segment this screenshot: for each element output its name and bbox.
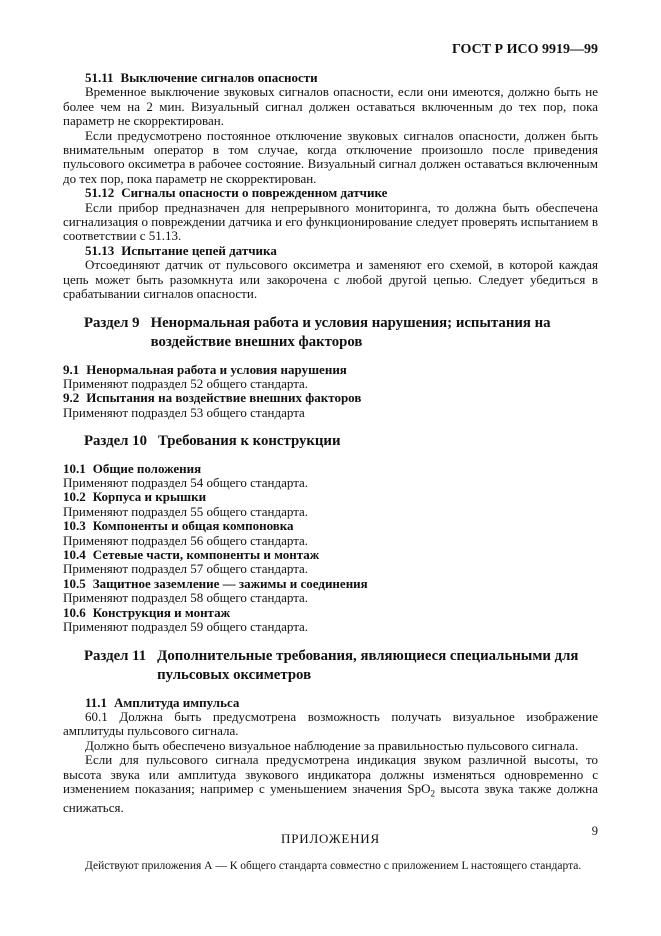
subsection-number: 10.3 [63, 518, 86, 534]
subsection-number: 10.5 [63, 575, 86, 591]
section-title: Требования к конструкции [157, 433, 341, 450]
section-number: Раздел 11 [84, 647, 147, 664]
subsection-title: Ненормальная работа и условия нарушения [86, 361, 347, 377]
subsection-heading-9-1 [63, 363, 598, 377]
page-number: 9 [591, 824, 598, 838]
clause-paragraph: Если предусмотрено постоянное отключение звуковых сигналов опасности, должен быть внимательным оператор в том случае, когда отключение произошло после приведения пульсового оксиметра в рабочее состояние. Визуальный сигнал должен оставаться включенным до тех пор, пока параметр не скорректирован. [63, 127, 598, 186]
subsection-number: 10.2 [63, 489, 86, 505]
clause-paragraph: 60.1 Должна быть предусмотрена возможность получать визуальное изображение амплитуды пульсового сигнала. [63, 708, 598, 739]
clause-paragraph: Если прибор предназначен для непрерывного мониторинга, то должна быть обеспечена сигнализация о повреждении датчика и его функционирование следует проверять испытанием в соответствии с 51.13. [63, 199, 598, 244]
clause-title: Сигналы опасности о поврежденном датчике [121, 185, 388, 201]
clause-number: 51.13 [85, 242, 115, 258]
subsection-number: 10.1 [63, 460, 86, 476]
clause-heading-51-11 [63, 71, 598, 85]
clause-title: Выключение сигналов опасности [120, 70, 318, 85]
subsection-number: 11.1 [85, 694, 108, 710]
subsection-body: Применяют подраздел 57 общего стандарта. [63, 561, 309, 577]
subsection-heading-9-2 [63, 391, 598, 405]
spo2-text-before: Если для пульсового сигнала предусмотрена индикация звуком различной высоты, то высота звука или амплитуда звукового индикатора должны изменяться одновременно с изменением показания; например с уменьшением значения SpO [63, 752, 598, 796]
subsection-heading-10-4 [63, 548, 598, 562]
subsection-body: Применяют подраздел 55 общего стандарта. [63, 503, 309, 519]
subsection-list-9 [63, 363, 598, 421]
subsection-title: Защитное заземление — зажимы и соединения [92, 575, 368, 591]
appendices-title: ПРИЛОЖЕНИЯ [281, 831, 380, 847]
section-title: Ненормальная работа и условия нарушения; испытания на воздействие внешних факторов [150, 314, 551, 350]
subsection-heading-10-5 [63, 577, 598, 591]
clause-paragraph-spo2 [63, 753, 598, 815]
subsection-number: 10.6 [63, 604, 86, 620]
standard-designation: ГОСТ Р ИСО 9919—99 [451, 42, 598, 57]
clause-number: 51.11 [85, 70, 114, 85]
clause-heading-51-12 [63, 186, 598, 200]
subsection-heading-10-3 [63, 519, 598, 533]
clause-heading-51-13 [63, 244, 598, 258]
clause-paragraph: Временное выключение звуковых сигналов опасности, если они имеются, должно быть не более чем на 2 мин. Визуальный сигнал должен оставаться включенным до тех пор, пока параметр не скорректирован. [63, 84, 598, 129]
clause-number: 51.12 [85, 185, 115, 201]
section-heading-11 [84, 647, 598, 686]
subsection-body: Применяют подраздел 54 общего стандарта. [63, 475, 309, 491]
subsection-body: Применяют подраздел 53 общего стандарта [63, 404, 305, 420]
subsection-title: Общие положения [92, 460, 202, 476]
subsection-heading-10-6 [63, 606, 598, 620]
section-heading-10 [84, 432, 598, 452]
clause-paragraph: Отсоединяют датчик от пульсового оксиметра и заменяют его схемой, в которой каждая цепь может быть разомкнута или закорочена с любой другой цепью. Следует убедиться в срабатывании сигналов опасности. [63, 257, 598, 302]
section-heading-9 [84, 314, 598, 353]
subsection-number: 9.1 [63, 361, 80, 377]
subsection-title: Испытания на воздействие внешних факторов [86, 390, 362, 406]
subsection-title: Амплитуда импульса [114, 694, 240, 710]
subsection-body: Применяют подраздел 56 общего стандарта. [63, 532, 309, 548]
subsection-number: 9.2 [63, 390, 80, 406]
spo2-text-after: высота звука также должна снижаться. [63, 780, 598, 815]
subsection-heading-10-2 [63, 490, 598, 504]
clause-title: Испытание цепей датчика [121, 242, 277, 258]
section-number: Раздел 10 [84, 433, 147, 450]
subsection-title: Конструкция и монтаж [92, 604, 231, 620]
subsection-title: Сетевые части, компоненты и монтаж [92, 547, 320, 563]
subsection-title: Корпуса и крышки [92, 489, 207, 505]
spo2-subscript: 2 [430, 788, 435, 799]
subsection-list-10 [63, 462, 598, 635]
subsection-title: Компоненты и общая компоновка [92, 518, 294, 534]
clause-paragraph: Должно быть обеспечено визуальное наблюдение за правильностью пульсового сигнала. [85, 737, 579, 753]
appendices-text: Действуют приложения А — К общего стандарта совместно с приложением L настоящего стандарта. [85, 860, 582, 873]
section-number: Раздел 9 [84, 314, 140, 331]
subsection-heading-11-1 [63, 696, 598, 710]
subsection-body: Применяют подраздел 58 общего стандарта. [63, 590, 309, 606]
section-title: Дополнительные требования, являющиеся специальными для пульсовых оксиметров [157, 647, 579, 683]
subsection-number: 10.4 [63, 547, 86, 563]
subsection-heading-10-1 [63, 462, 598, 476]
subsection-body: Применяют подраздел 59 общего стандарта. [63, 619, 309, 635]
subsection-body: Применяют подраздел 52 общего стандарта. [63, 375, 309, 391]
